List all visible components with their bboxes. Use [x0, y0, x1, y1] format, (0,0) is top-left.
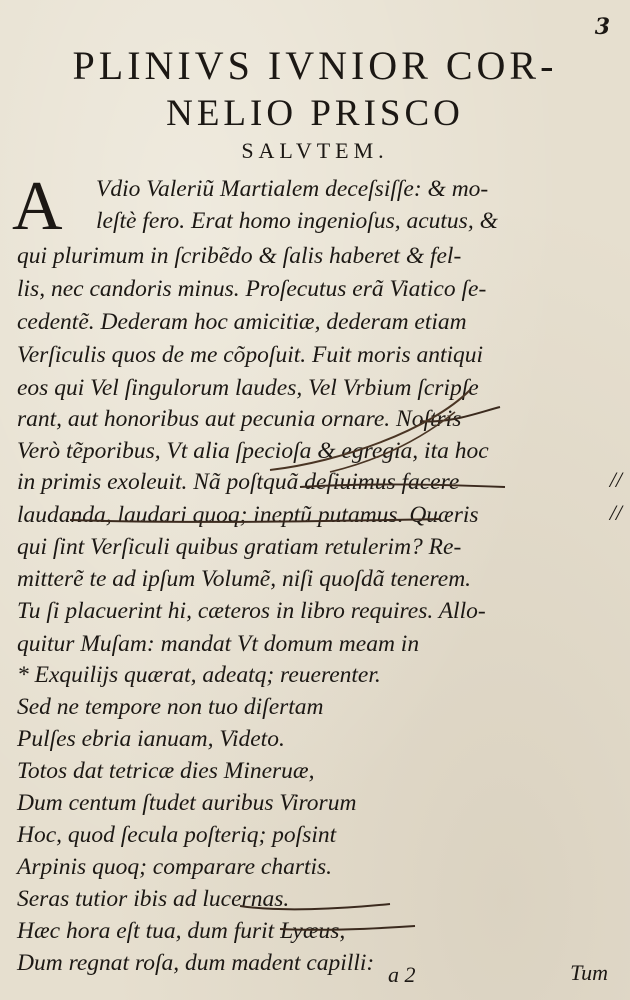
text-line-14: Tu ſi placuerint hi, cæteros in libro requires. Allo-: [17, 598, 486, 624]
catchword: Tum: [570, 960, 608, 985]
text-line-8: rant, aut honoribus aut pecunia ornare. Noſtris: [17, 406, 462, 432]
text-line-15: quitur Muſam: mandat Vt domum meam in: [17, 631, 420, 657]
margin-mark-2: //: [609, 500, 622, 525]
title-line-1: PLINIVS IVNIOR COR-: [72, 43, 558, 88]
text-line-12: qui ſint Verſiculi quibus gratiam retulerim? Re-: [17, 534, 462, 560]
verse-line-8: Hæc hora eſt tua, dum furit Lyæus,: [17, 918, 346, 944]
verse-line-7: Seras tutior ibis ad lucernas.: [17, 886, 290, 912]
text-line-11: laudanda, laudari quoq; ineptũ putamus. Quæris: [17, 502, 479, 528]
verse-line-3: Totos dat tetricæ dies Mineruæ,: [17, 758, 315, 784]
text-line-5: cedentẽ. Dederam hoc amicitiæ, dederam etiam: [17, 309, 467, 335]
verse-line-4: Dum centum ſtudet auribus Virorum: [17, 790, 357, 816]
text-line-3: qui plurimum in ſcribẽdo & ſalis haberet & fel-: [17, 243, 462, 269]
text-line-4: lis, nec candoris minus. Proſecutus erã Viatico ſe-: [17, 276, 487, 302]
verse-line-6: Arpinis quoq; comparare chartis.: [17, 854, 333, 880]
text-line-1: Vdio Valeriũ Martialem deceſsiſſe: & mo-: [96, 176, 489, 202]
text-line-10: in primis exoleuit. Nã poſtquã deſiuimus facere: [17, 469, 460, 495]
page-number: 3: [594, 14, 610, 40]
verse-line-9: Dum regnat roſa, dum madent capilli:: [17, 950, 375, 976]
text-line-16: * Exquilijs quærat, adeatq; reuerenter.: [17, 662, 381, 688]
text-line-7: eos qui Vel ſingulorum laudes, Vel Vrbium ſcripſe: [17, 375, 479, 401]
title-line-2: NELIO PRISCO: [166, 93, 464, 134]
margin-mark-1: //: [609, 467, 622, 492]
title-line-3: SALVTEM.: [241, 138, 389, 163]
signature-mark: a 2: [388, 962, 416, 987]
text-line-6: Verſiculis quos de me cõpoſuit. Fuit moris antiqui: [17, 342, 484, 368]
initial-letter: A: [12, 168, 63, 245]
verse-line-1: Sed ne tempore non tuo diſertam: [17, 694, 324, 720]
text-line-13: mitterẽ te ad ipſum Volumẽ, niſi quoſdã tenerem.: [17, 566, 472, 592]
text-line-9: Verò tẽporibus, Vt alia ſpecioſa & egregia, ita hoc: [17, 438, 489, 464]
verse-line-2: Pulſes ebria ianuam, Videto.: [17, 726, 285, 752]
text-line-2: leſtè fero. Erat homo ingenioſus, acutus, &: [96, 208, 498, 234]
verse-line-5: Hoc, quod ſecula poſteriq; poſsint: [17, 822, 337, 848]
